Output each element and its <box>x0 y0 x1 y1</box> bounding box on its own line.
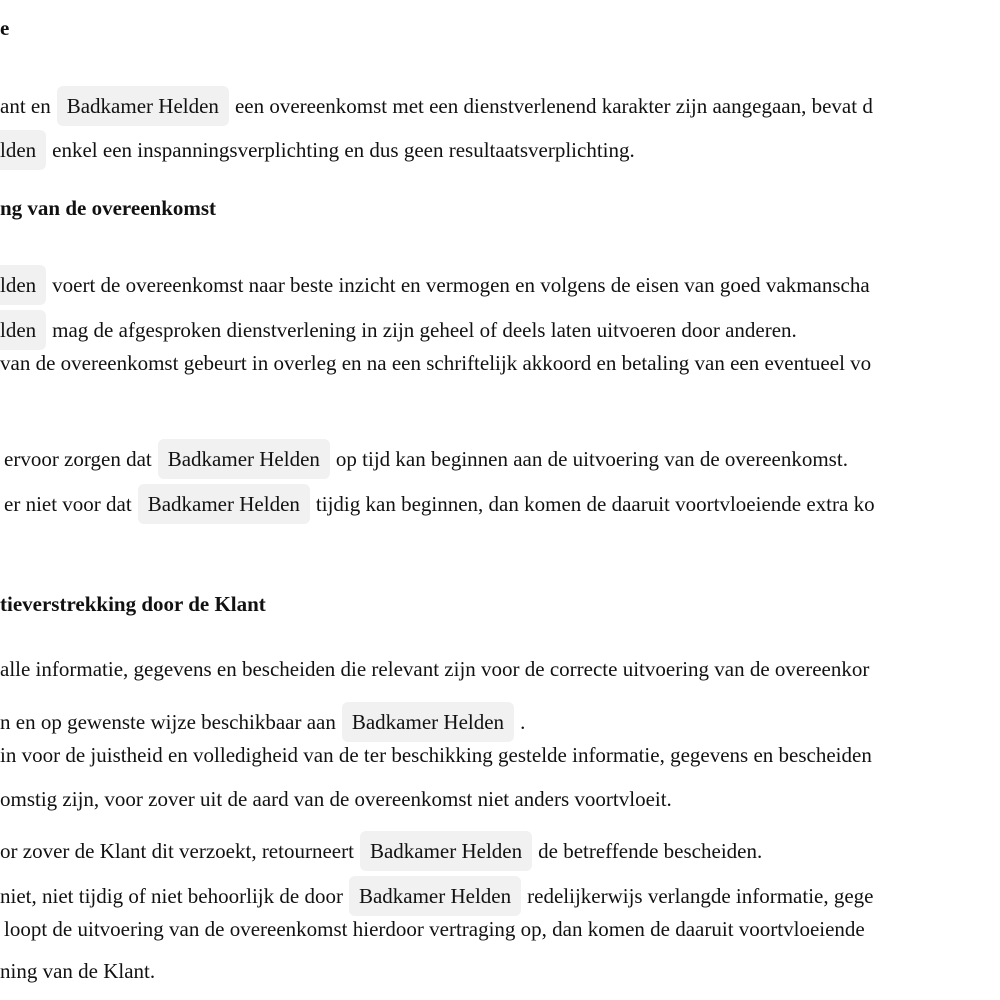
paragraph-line: loopt de uitvoering van de overeenkomst hierdoor vertraging op, dan komen de daaruit voortvloeiende <box>4 917 865 941</box>
brand-tag-partial: lden <box>0 130 46 170</box>
paragraph-line: omstig zijn, voor zover uit de aard van de overeenkomst niet anders voortvloeit. <box>0 787 672 811</box>
paragraph-line <box>0 265 870 305</box>
paragraph-line: ning van de Klant. <box>0 959 156 983</box>
paragraph-line <box>0 86 873 126</box>
text-fragment: voert de overeenkomst naar beste inzicht en vermogen en volgens de eisen van goed vakmanscha <box>52 273 870 297</box>
paragraph-line <box>4 439 848 479</box>
text-fragment: ant en <box>0 94 51 118</box>
text-fragment: niet, niet tijdig of niet behoorlijk de door <box>0 884 343 908</box>
paragraph-line <box>0 702 525 742</box>
text-fragment: een overeenkomst met een dienstverlenend karakter zijn aangegaan, bevat d <box>234 94 873 118</box>
section-heading-partial: e <box>0 16 10 40</box>
section-heading: ng van de overeenkomst <box>0 196 217 220</box>
paragraph-line: van de overeenkomst gebeurt in overleg en na een schriftelijk akkoord en betaling van een eventueel vo <box>0 351 872 375</box>
text-fragment: . <box>520 710 526 734</box>
brand-tag: Badkamer Helden <box>57 86 229 126</box>
brand-tag: Badkamer Helden <box>342 702 514 742</box>
paragraph-line: in voor de juistheid en volledigheid van de ter beschikking gestelde informatie, gegevens en bescheiden <box>0 743 872 767</box>
text-fragment: er niet voor dat <box>4 492 132 516</box>
paragraph-line <box>4 484 875 524</box>
paragraph-line <box>0 831 762 871</box>
paragraph-line <box>0 876 874 916</box>
brand-tag: Badkamer Helden <box>158 439 330 479</box>
section-heading: tieverstrekking door de Klant <box>0 592 266 616</box>
text-fragment: mag de afgesproken dienstverlening in zijn geheel of deels laten uitvoeren door anderen. <box>52 318 797 342</box>
paragraph-line <box>0 130 635 170</box>
text-fragment: redelijkerwijs verlangde informatie, gege <box>527 884 874 908</box>
brand-tag-partial: lden <box>0 265 46 305</box>
text-fragment: or zover de Klant dit verzoekt, retourneert <box>0 839 354 863</box>
text-fragment: tijdig kan beginnen, dan komen de daaruit voortvloeiende extra ko <box>315 492 875 516</box>
paragraph-line <box>0 310 797 350</box>
text-fragment: enkel een inspanningsverplichting en dus geen resultaatsverplichting. <box>52 138 635 162</box>
text-fragment: de betreffende bescheiden. <box>538 839 763 863</box>
paragraph-line: alle informatie, gegevens en bescheiden die relevant zijn voor de correcte uitvoering van de overeenkor <box>0 657 870 681</box>
text-fragment: n en op gewenste wijze beschikbaar aan <box>0 710 336 734</box>
text-fragment: ervoor zorgen dat <box>4 447 152 471</box>
brand-tag-partial: lden <box>0 310 46 350</box>
brand-tag: Badkamer Helden <box>349 876 521 916</box>
brand-tag: Badkamer Helden <box>360 831 532 871</box>
text-fragment: op tijd kan beginnen aan de uitvoering van de overeenkomst. <box>335 447 848 471</box>
brand-tag: Badkamer Helden <box>138 484 310 524</box>
